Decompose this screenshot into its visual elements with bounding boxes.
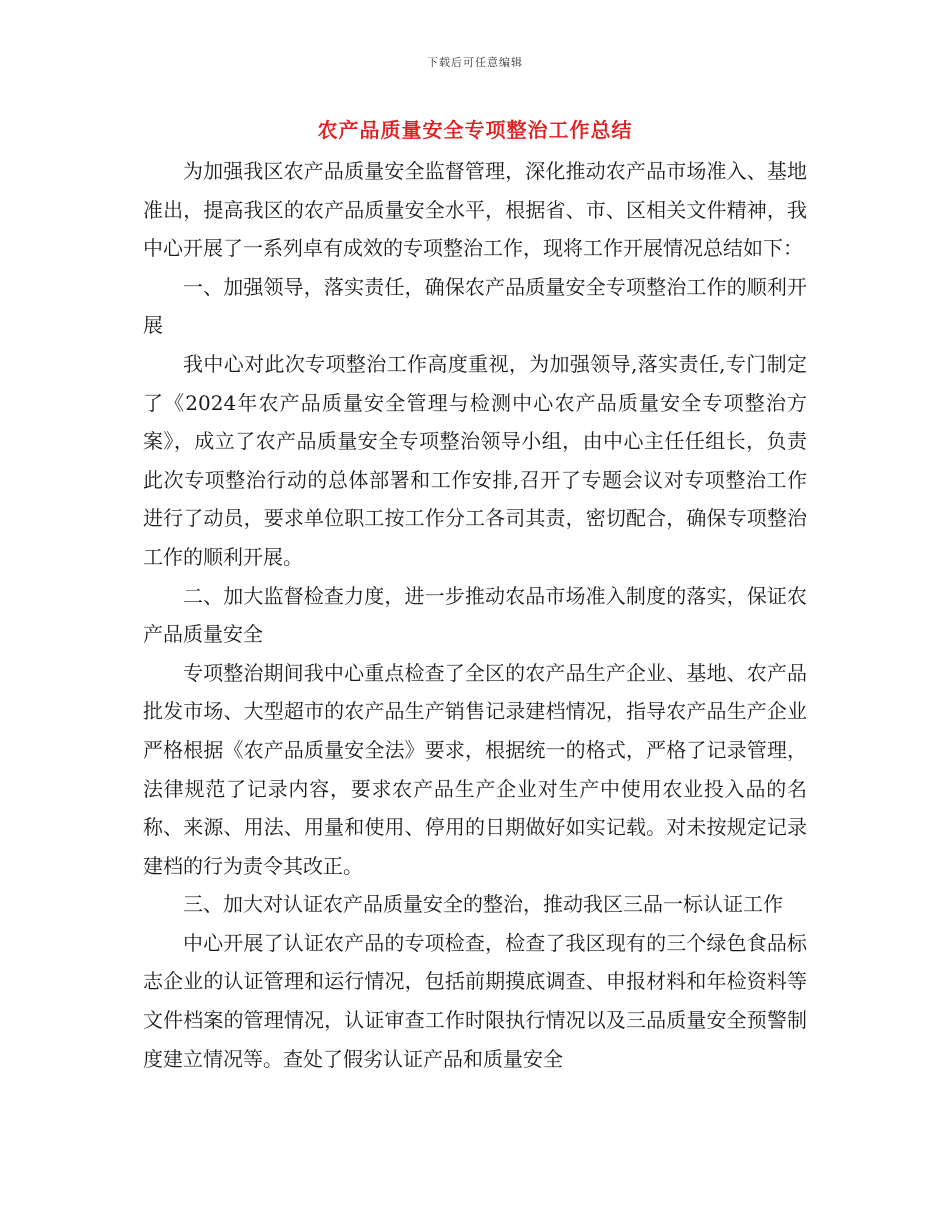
section-heading-1: 一、加强领导，落实责任，确保农产品质量安全专项整治工作的顺利开展 (143, 274, 807, 338)
header-note: 下载后可任意编辑 (427, 56, 523, 69)
paragraph-section-2: 专项整治期间我中心重点检查了全区的农产品生产企业、基地、农产品批发市场、大型超市的农产品生产销售记录建档情况，指导农产品生产企业严格根据《农产品质量安全法》要求，根据统一的格式，严格了记录管理，法律规范了记录内容，要求农产品生产企业对生产中使用农业投入品的名称、来源、用法、用量和使用、停用的日期做好如实记载。对未按规定记录建档的行为责令其改正。 (143, 660, 807, 878)
paragraph-section-3: 中心开展了认证农产品的专项检查，检查了我区现有的三个绿色食品标志企业的认证管理和运行情况，包括前期摸底调查、申报材料和年检资料等文件档案的管理情况，认证审查工作时限执行情况以及三品质量安全预警制度建立情况等。查处了假劣认证产品和质量安全 (143, 930, 807, 1071)
document-title: 农产品质量安全专项整治工作总结 (317, 118, 633, 142)
document-body (143, 152, 807, 1078)
paragraph-intro: 为加强我区农产品质量安全监督管理，深化推动农产品市场准入、基地准出，提高我区的农产品质量安全水平，根据省、市、区相关文件精神，我中心开展了一系列卓有成效的专项整治工作，现将工作开展情况总结如下： (143, 159, 807, 261)
paragraph-section-1: 我中心对此次专项整治工作高度重视，为加强领导,落实责任,专门制定了《2024年农产品质量安全管理与检测中心农产品质量安全专项整治方案》，成立了农产品质量安全专项整治领导小组，由中心主任任组长，负责此次专项整治行动的总体部署和工作安排,召开了专题会议对专项整治工作进行了动员，要求单位职工按工作分工各司其责，密切配合，确保专项整治工作的顺利开展。 (143, 351, 807, 569)
section-heading-3: 三、加大对认证农产品质量安全的整治，推动我区三品一标认证工作 (183, 892, 783, 917)
section-heading-2: 二、加大监督检查力度，进一步推动农品市场准入制度的落实，保证农产品质量安全 (143, 583, 807, 647)
